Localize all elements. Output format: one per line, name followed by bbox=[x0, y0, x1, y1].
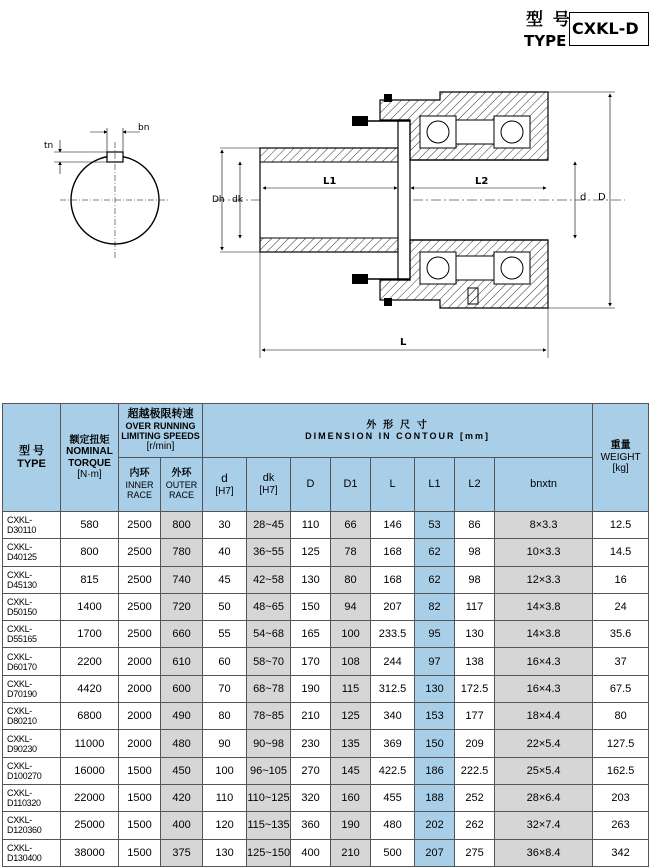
cell-inner: 2500 bbox=[119, 566, 161, 593]
cell-d: 130 bbox=[203, 839, 247, 866]
cell-inner: 2000 bbox=[119, 648, 161, 675]
cell-L2: 117 bbox=[455, 593, 495, 620]
cell-d: 120 bbox=[203, 812, 247, 839]
cell-bt: 25×5.4 bbox=[495, 757, 593, 784]
cell-outer: 610 bbox=[161, 648, 203, 675]
cell-L: 244 bbox=[371, 648, 415, 675]
label-L1: L1 bbox=[323, 176, 337, 187]
cell-L2: 177 bbox=[455, 703, 495, 730]
header-dimension: 外 形 尺 寸 DIMENSION IN CONTOUR [mm] bbox=[203, 404, 593, 458]
cell-torque: 580 bbox=[61, 512, 119, 539]
cell-d: 30 bbox=[203, 512, 247, 539]
cell-torque: 6800 bbox=[61, 703, 119, 730]
cell-bt: 22×5.4 bbox=[495, 730, 593, 757]
cell-torque: 1400 bbox=[61, 593, 119, 620]
cell-D: 270 bbox=[291, 757, 331, 784]
cell-D: 190 bbox=[291, 675, 331, 702]
cell-D: 170 bbox=[291, 648, 331, 675]
title-chinese: 型 号 bbox=[526, 10, 572, 30]
cell-D1: 94 bbox=[331, 593, 371, 620]
cell-D: 320 bbox=[291, 784, 331, 811]
cell-inner: 1500 bbox=[119, 812, 161, 839]
cell-D1: 125 bbox=[331, 703, 371, 730]
table-row bbox=[3, 648, 649, 675]
cell-L: 500 bbox=[371, 839, 415, 866]
cell-inner: 2000 bbox=[119, 703, 161, 730]
header-weight: 重量 WEIGHT [kg] bbox=[593, 404, 649, 512]
cell-outer: 800 bbox=[161, 512, 203, 539]
cell-dk: 115~135 bbox=[247, 812, 291, 839]
cell-bt: 8×3.3 bbox=[495, 512, 593, 539]
cell-D1: 100 bbox=[331, 621, 371, 648]
cell-dk: 36~55 bbox=[247, 539, 291, 566]
table-row bbox=[3, 839, 649, 866]
cell-L1: 62 bbox=[415, 539, 455, 566]
cell-weight: 37 bbox=[593, 648, 649, 675]
header-model: 型 号 TYPE bbox=[3, 404, 61, 512]
cell-inner: 2000 bbox=[119, 675, 161, 702]
cell-L: 422.5 bbox=[371, 757, 415, 784]
cell-d: 110 bbox=[203, 784, 247, 811]
cell-dk: 125~150 bbox=[247, 839, 291, 866]
cell-model: CXKL-D60170 bbox=[3, 648, 61, 675]
keyway-section bbox=[44, 123, 170, 260]
cell-outer: 480 bbox=[161, 730, 203, 757]
cell-dk: 68~78 bbox=[247, 675, 291, 702]
cell-inner: 2500 bbox=[119, 539, 161, 566]
cell-dk: 90~98 bbox=[247, 730, 291, 757]
cell-L2: 262 bbox=[455, 812, 495, 839]
header-L2: L2 bbox=[455, 458, 495, 512]
cell-torque: 11000 bbox=[61, 730, 119, 757]
header-L: L bbox=[371, 458, 415, 512]
cell-weight: 12.5 bbox=[593, 512, 649, 539]
cell-bt: 14×3.8 bbox=[495, 593, 593, 620]
cell-L2: 222.5 bbox=[455, 757, 495, 784]
cell-bt: 16×4.3 bbox=[495, 648, 593, 675]
cell-D: 110 bbox=[291, 512, 331, 539]
cell-dk: 28~45 bbox=[247, 512, 291, 539]
table-row bbox=[3, 675, 649, 702]
cell-D1: 80 bbox=[331, 566, 371, 593]
cell-L: 233.5 bbox=[371, 621, 415, 648]
cell-D1: 145 bbox=[331, 757, 371, 784]
cell-D1: 108 bbox=[331, 648, 371, 675]
cell-dk: 48~65 bbox=[247, 593, 291, 620]
cell-outer: 740 bbox=[161, 566, 203, 593]
table-row bbox=[3, 566, 649, 593]
label-D: D bbox=[598, 192, 606, 203]
cell-weight: 16 bbox=[593, 566, 649, 593]
cell-L1: 97 bbox=[415, 648, 455, 675]
cell-model: CXKL-D70190 bbox=[3, 675, 61, 702]
header-torque: 额定扭矩 NOMINAL TORQUE [N·m] bbox=[61, 404, 119, 512]
cell-L1: 153 bbox=[415, 703, 455, 730]
table-row bbox=[3, 539, 649, 566]
cell-L1: 186 bbox=[415, 757, 455, 784]
cell-outer: 420 bbox=[161, 784, 203, 811]
cell-d: 45 bbox=[203, 566, 247, 593]
cell-torque: 815 bbox=[61, 566, 119, 593]
cell-inner: 2500 bbox=[119, 512, 161, 539]
cell-weight: 162.5 bbox=[593, 757, 649, 784]
cell-d: 100 bbox=[203, 757, 247, 784]
cell-L1: 130 bbox=[415, 675, 455, 702]
technical-drawing bbox=[0, 60, 650, 400]
cell-L: 312.5 bbox=[371, 675, 415, 702]
cell-weight: 35.6 bbox=[593, 621, 649, 648]
cell-D: 130 bbox=[291, 566, 331, 593]
cell-model: CXKL-D30110 bbox=[3, 512, 61, 539]
cell-D: 165 bbox=[291, 621, 331, 648]
cell-dk: 110~125 bbox=[247, 784, 291, 811]
cell-D: 360 bbox=[291, 812, 331, 839]
cell-torque: 2200 bbox=[61, 648, 119, 675]
cell-L1: 95 bbox=[415, 621, 455, 648]
table-row bbox=[3, 621, 649, 648]
title-english: TYPE bbox=[524, 32, 567, 50]
label-Dh: Dh bbox=[212, 195, 225, 205]
header-D1: D1 bbox=[331, 458, 371, 512]
cell-weight: 24 bbox=[593, 593, 649, 620]
cell-model: CXKL-D45130 bbox=[3, 566, 61, 593]
cell-bt: 18×4.4 bbox=[495, 703, 593, 730]
cell-dk: 96~105 bbox=[247, 757, 291, 784]
cell-model: CXKL-D120360 bbox=[3, 812, 61, 839]
cell-D1: 190 bbox=[331, 812, 371, 839]
cell-weight: 14.5 bbox=[593, 539, 649, 566]
cell-D1: 115 bbox=[331, 675, 371, 702]
cell-torque: 16000 bbox=[61, 757, 119, 784]
table-row bbox=[3, 703, 649, 730]
cell-D: 125 bbox=[291, 539, 331, 566]
cell-weight: 127.5 bbox=[593, 730, 649, 757]
cell-L: 168 bbox=[371, 539, 415, 566]
label-dk: dk bbox=[232, 195, 243, 205]
table-row bbox=[3, 512, 649, 539]
cell-dk: 54~68 bbox=[247, 621, 291, 648]
label-L2: L2 bbox=[475, 176, 489, 187]
cell-L: 369 bbox=[371, 730, 415, 757]
cell-D1: 160 bbox=[331, 784, 371, 811]
cell-L1: 53 bbox=[415, 512, 455, 539]
cell-L2: 172.5 bbox=[455, 675, 495, 702]
cell-L1: 82 bbox=[415, 593, 455, 620]
cell-torque: 800 bbox=[61, 539, 119, 566]
label-L: L bbox=[400, 337, 407, 348]
cell-L: 480 bbox=[371, 812, 415, 839]
cell-L: 168 bbox=[371, 566, 415, 593]
cell-L1: 188 bbox=[415, 784, 455, 811]
cell-L2: 86 bbox=[455, 512, 495, 539]
cell-bt: 12×3.3 bbox=[495, 566, 593, 593]
cell-L: 207 bbox=[371, 593, 415, 620]
header-outer: 外环 OUTER RACE bbox=[161, 458, 203, 512]
cell-weight: 203 bbox=[593, 784, 649, 811]
table-row bbox=[3, 593, 649, 620]
cell-L1: 207 bbox=[415, 839, 455, 866]
cell-L: 340 bbox=[371, 703, 415, 730]
label-bn: bn bbox=[138, 123, 150, 133]
cell-L2: 138 bbox=[455, 648, 495, 675]
cell-torque: 25000 bbox=[61, 812, 119, 839]
cell-L2: 130 bbox=[455, 621, 495, 648]
cell-D1: 135 bbox=[331, 730, 371, 757]
cell-torque: 1700 bbox=[61, 621, 119, 648]
label-tn: tn bbox=[44, 141, 54, 151]
cell-bt: 14×3.8 bbox=[495, 621, 593, 648]
cell-L1: 202 bbox=[415, 812, 455, 839]
cell-D: 150 bbox=[291, 593, 331, 620]
header-bt: bnxtn bbox=[495, 458, 593, 512]
cell-inner: 2000 bbox=[119, 730, 161, 757]
cell-torque: 38000 bbox=[61, 839, 119, 866]
table-row bbox=[3, 784, 649, 811]
cell-D: 400 bbox=[291, 839, 331, 866]
header-D: D bbox=[291, 458, 331, 512]
cell-D: 210 bbox=[291, 703, 331, 730]
cell-L2: 275 bbox=[455, 839, 495, 866]
cell-L1: 62 bbox=[415, 566, 455, 593]
cell-dk: 78~85 bbox=[247, 703, 291, 730]
cell-d: 55 bbox=[203, 621, 247, 648]
cell-outer: 660 bbox=[161, 621, 203, 648]
cell-L: 146 bbox=[371, 512, 415, 539]
model-code: CXKL-D bbox=[569, 12, 649, 46]
cell-outer: 490 bbox=[161, 703, 203, 730]
cell-outer: 600 bbox=[161, 675, 203, 702]
cell-D1: 66 bbox=[331, 512, 371, 539]
header-speed: 超越极限转速 OVER RUNNING LIMITING SPEEDS [r/min] bbox=[119, 404, 203, 458]
spec-table bbox=[2, 403, 649, 867]
cell-L2: 252 bbox=[455, 784, 495, 811]
cell-model: CXKL-D90230 bbox=[3, 730, 61, 757]
cell-d: 50 bbox=[203, 593, 247, 620]
table-row bbox=[3, 757, 649, 784]
cell-L: 455 bbox=[371, 784, 415, 811]
cell-L1: 150 bbox=[415, 730, 455, 757]
cell-model: CXKL-D50150 bbox=[3, 593, 61, 620]
cell-bt: 28×6.4 bbox=[495, 784, 593, 811]
cell-inner: 1500 bbox=[119, 757, 161, 784]
cell-D1: 78 bbox=[331, 539, 371, 566]
cell-L2: 98 bbox=[455, 566, 495, 593]
cell-weight: 67.5 bbox=[593, 675, 649, 702]
cell-torque: 4420 bbox=[61, 675, 119, 702]
cell-d: 80 bbox=[203, 703, 247, 730]
cell-model: CXKL-D130400 bbox=[3, 839, 61, 866]
cell-inner: 2500 bbox=[119, 593, 161, 620]
table-row bbox=[3, 812, 649, 839]
cell-d: 40 bbox=[203, 539, 247, 566]
cell-model: CXKL-D55165 bbox=[3, 621, 61, 648]
cell-inner: 2500 bbox=[119, 621, 161, 648]
cell-outer: 780 bbox=[161, 539, 203, 566]
cell-model: CXKL-D80210 bbox=[3, 703, 61, 730]
cell-inner: 1500 bbox=[119, 784, 161, 811]
cell-model: CXKL-D100270 bbox=[3, 757, 61, 784]
header-L1: L1 bbox=[415, 458, 455, 512]
cell-d: 60 bbox=[203, 648, 247, 675]
cell-outer: 375 bbox=[161, 839, 203, 866]
coupling-section bbox=[212, 92, 625, 358]
cell-dk: 58~70 bbox=[247, 648, 291, 675]
cell-outer: 400 bbox=[161, 812, 203, 839]
cell-bt: 36×8.4 bbox=[495, 839, 593, 866]
cell-L2: 98 bbox=[455, 539, 495, 566]
cell-torque: 22000 bbox=[61, 784, 119, 811]
cell-d: 90 bbox=[203, 730, 247, 757]
header-d: d [H7] bbox=[203, 458, 247, 512]
cell-L2: 209 bbox=[455, 730, 495, 757]
cell-weight: 263 bbox=[593, 812, 649, 839]
cell-outer: 720 bbox=[161, 593, 203, 620]
cell-D: 230 bbox=[291, 730, 331, 757]
cell-model: CXKL-D110320 bbox=[3, 784, 61, 811]
cell-inner: 1500 bbox=[119, 839, 161, 866]
cell-bt: 16×4.3 bbox=[495, 675, 593, 702]
header-dk: dk [H7] bbox=[247, 458, 291, 512]
cell-bt: 10×3.3 bbox=[495, 539, 593, 566]
cell-model: CXKL-D40125 bbox=[3, 539, 61, 566]
header-inner: 内环 INNER RACE bbox=[119, 458, 161, 512]
spec-table-body bbox=[3, 512, 649, 867]
cell-bt: 32×7.4 bbox=[495, 812, 593, 839]
cell-dk: 42~58 bbox=[247, 566, 291, 593]
cell-weight: 342 bbox=[593, 839, 649, 866]
table-row bbox=[3, 730, 649, 757]
cell-d: 70 bbox=[203, 675, 247, 702]
cell-outer: 450 bbox=[161, 757, 203, 784]
label-d: d bbox=[580, 192, 587, 203]
cell-D1: 210 bbox=[331, 839, 371, 866]
cell-weight: 80 bbox=[593, 703, 649, 730]
